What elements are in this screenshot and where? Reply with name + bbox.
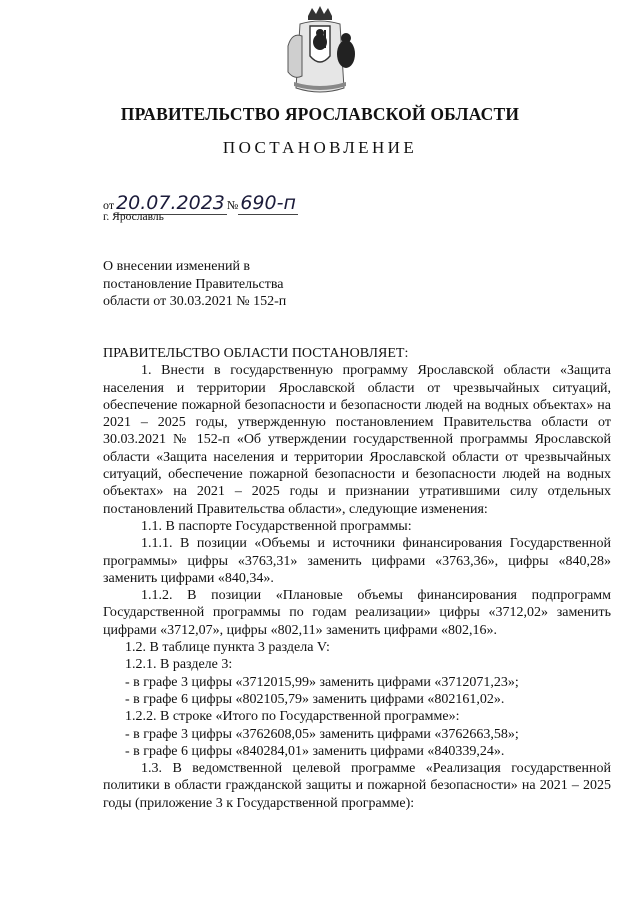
body-paragraph: - в графе 3 цифры «3762608,05» заменить цифрами «3762663,58»; bbox=[125, 726, 519, 742]
document-number: 690-п bbox=[240, 192, 296, 214]
body-paragraph: 1.1.1. В позиции «Объемы и источники финансирования Государственной программы» цифры «3763,31» заменить цифрами «3763,36», цифры «840,28» заменить цифрами «840,34». bbox=[103, 536, 611, 586]
body-paragraph: - в графе 6 цифры «802105,79» заменить цифрами «802161,02». bbox=[125, 691, 505, 707]
document-date: 20.07.2023 bbox=[116, 192, 225, 214]
document-body bbox=[103, 345, 611, 812]
body-paragraph: - в графе 3 цифры «3712015,99» заменить цифрами «3712071,23»; bbox=[125, 674, 519, 690]
document-subject bbox=[103, 258, 286, 311]
body-paragraph: 1. Внести в государственную программу Ярославской области «Защита населения и территории Ярославской области от чрезвычайных ситуаций, обеспечение пожарной безопасности и безопасности людей на водных объектах» на 2021 – 2025 годы, утвержденную постановлением Правительства области от 30.03.2021 № 152-п «Об утверждении государственной программы Ярославской области «Защита населения и территории Ярославской области от чрезвычайных ситуаций, обеспечение пожарной безопасности и безопасности людей на водных объектах» на 2021 – 2025 годы и признании утратившими силу отдельных постановлений Правительства области», следующие изменения: bbox=[103, 363, 611, 517]
document-city: г. Ярославль bbox=[103, 211, 164, 223]
date-prefix: от bbox=[103, 198, 115, 212]
body-intro: ПРАВИТЕЛЬСТВО ОБЛАСТИ ПОСТАНОВЛЯЕТ: bbox=[103, 346, 409, 361]
coat-of-arms-icon bbox=[278, 6, 362, 98]
org-title: ПРАВИТЕЛЬСТВО ЯРОСЛАВСКОЙ ОБЛАСТИ bbox=[120, 104, 520, 124]
body-paragraph: 1.2.1. В разделе 3: bbox=[125, 657, 233, 673]
document-type: ПОСТАНОВЛЕНИЕ bbox=[222, 138, 418, 157]
body-paragraph: 1.3. В ведомственной целевой программе «Реализация государственной политики в области гражданской защиты и пожарной безопасности» на 2021 – 2025 годы (приложение 3 к Государственной программе): bbox=[103, 761, 611, 811]
body-paragraph: 1.1.2. В позиции «Плановые объемы финансирования подпрограмм Государственной программы по годам реализации» цифры «3712,02» заменить цифрами «3712,07», цифры «802,11» заменить цифрами «802,16». bbox=[103, 588, 611, 638]
subject-line: области от 30.03.2021 № 152-п bbox=[103, 294, 287, 310]
body-paragraph: 1.2. В таблице пункта 3 раздела V: bbox=[125, 640, 330, 656]
body-paragraph: - в графе 6 цифры «840284,01» заменить цифрами «840339,24». bbox=[125, 743, 505, 759]
number-prefix: № bbox=[226, 198, 239, 212]
body-paragraph: 1.1. В паспорте Государственной программы: bbox=[141, 518, 412, 534]
subject-line: постановление Правительства bbox=[103, 276, 284, 292]
body-paragraph: 1.2.2. В строке «Итого по Государственной программе»: bbox=[125, 709, 460, 725]
subject-line: О внесении изменений в bbox=[103, 259, 251, 274]
